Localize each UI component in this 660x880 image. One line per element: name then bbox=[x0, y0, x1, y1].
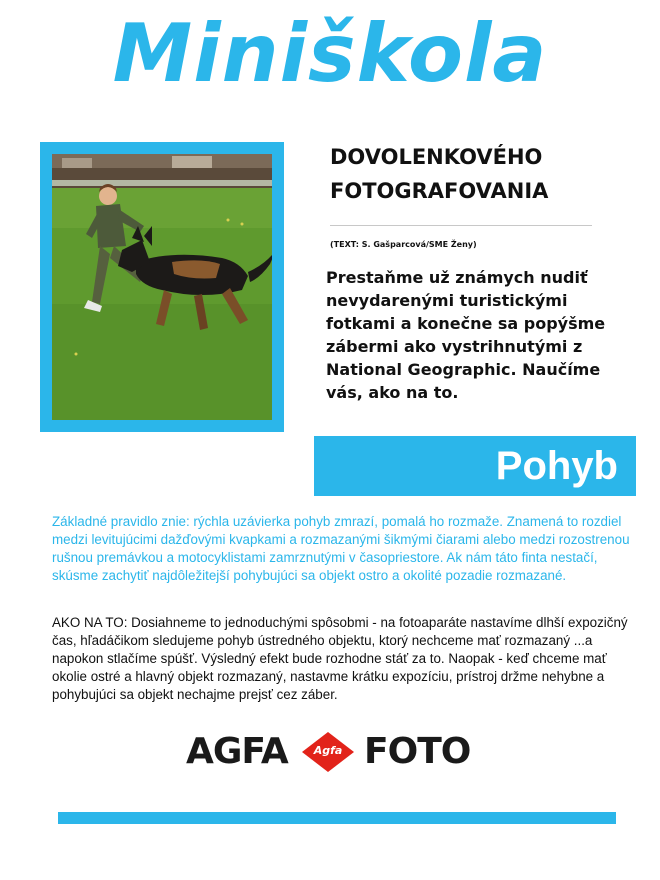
section-band bbox=[314, 436, 636, 496]
article-headline bbox=[330, 140, 630, 208]
divider bbox=[330, 225, 592, 226]
photo-frame bbox=[40, 142, 284, 432]
article-credit: (TEXT: S. Gašparcová/SME Ženy) bbox=[330, 240, 477, 249]
logo-word-foto: FOTO bbox=[364, 731, 471, 772]
headline-line-1: DOVOLENKOVÉHO bbox=[330, 145, 543, 169]
agfa-badge-text: Agfa bbox=[313, 744, 343, 757]
section-title: Pohyb bbox=[495, 444, 618, 488]
logo-word-agfa: AGFA bbox=[186, 731, 288, 772]
headline-line-2: FOTOGRAFOVANIA bbox=[330, 179, 549, 203]
article-intro: Prestaňme už známych nudiť nevydarenými turistickými fotkami a konečne sa popýšme zábermi ako vystrihnutými z National Geographic. Naučíme vás, ako na to. bbox=[326, 268, 606, 402]
footer-bar bbox=[58, 812, 616, 824]
paragraph-how-to: AKO NA TO: Dosiahneme to jednoduchými spôsobmi - na fotoaparáte nastavíme dlhší expozičný čas, hľadáčikom sledujeme pohyb ústredného objektu, ktorý nechceme mať rozmazaný ...a napokon stlačíme spúšť. Výsledný efekt bude rozhodne stáť za to. Naopak - keď chceme mať okolie ostré a hlavný objekt rozmazaný, nastavme krátku expozíciu, prístroj držme nehybne a pohybujúci sa objekt nechajme prejsť cez záber. bbox=[52, 615, 628, 702]
agfafoto-logo bbox=[186, 730, 486, 774]
boy-running-with-dog-photo bbox=[52, 154, 272, 420]
brand-title: Miniškola bbox=[112, 7, 548, 100]
paragraph-rule: Základné pravidlo znie: rýchla uzávierka pohyb zmrazí, pomalá ho rozmaže. Znamená to rozdiel medzi levitujúcimi dažďovými kvapkami a rozmazanými šikmými čiarami alebo medzi rozostrenou rušnou premávkou a motocyklistami zamrznutými v časopriestore. Ak nám táto finta nestačí, skúsme zachytiť najdôležitejší pohybujúci sa objekt ostro a okolité pozadie rozmazané. bbox=[52, 514, 630, 583]
agfa-badge-icon bbox=[300, 730, 356, 774]
